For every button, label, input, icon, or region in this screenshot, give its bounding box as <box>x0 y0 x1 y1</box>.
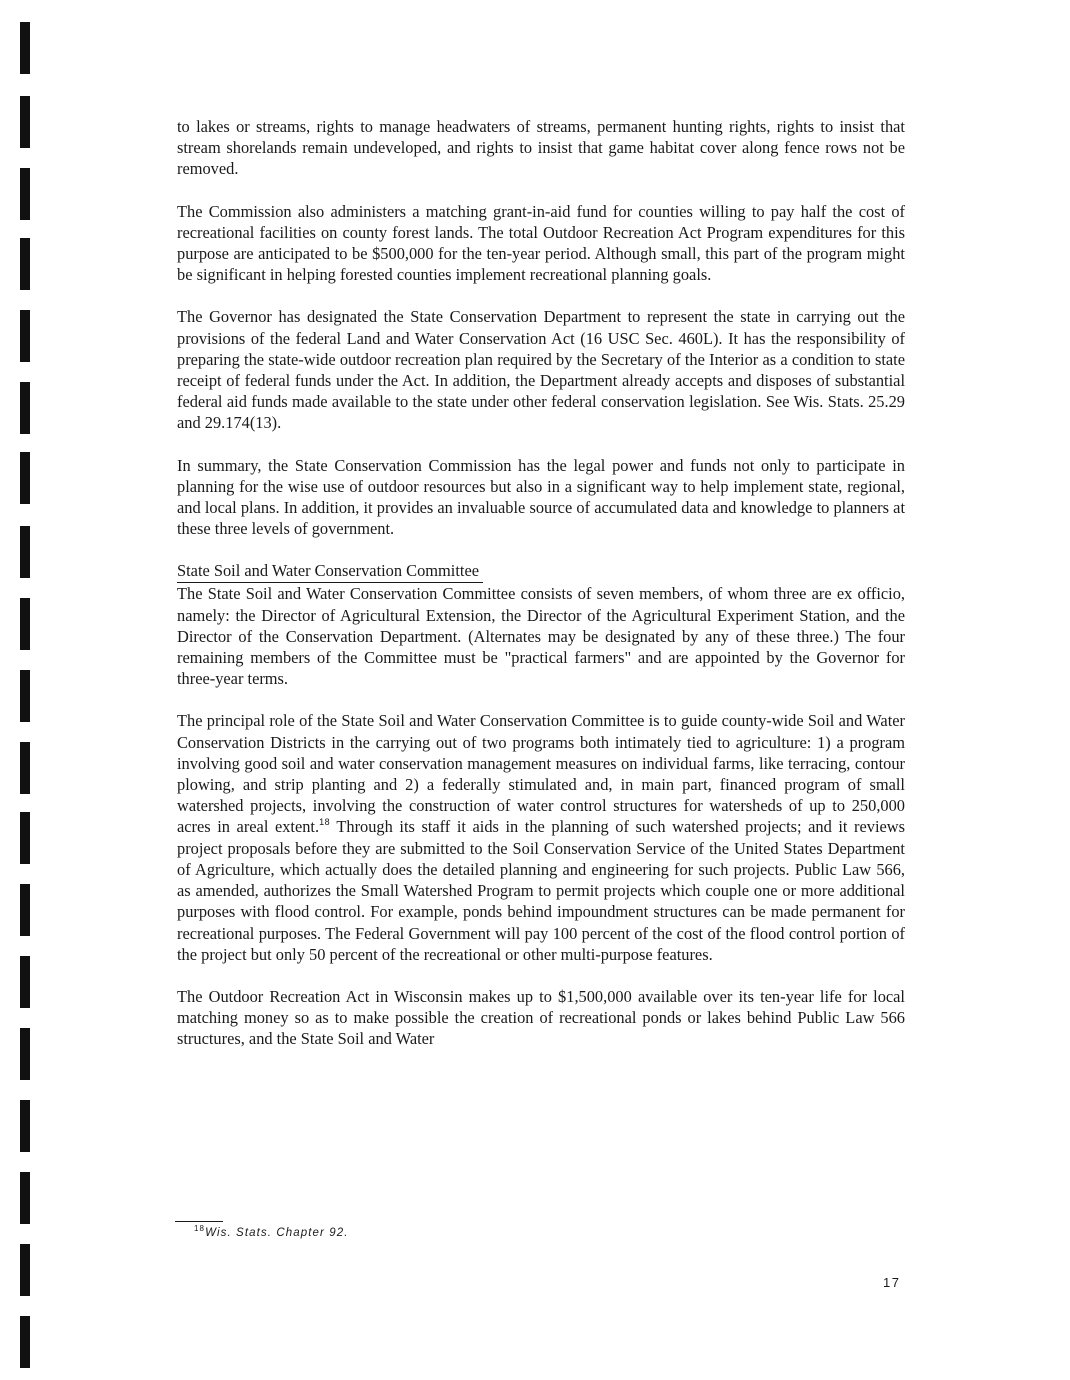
binding-mark <box>20 168 30 220</box>
binding-mark <box>20 956 30 1008</box>
binding-mark <box>20 1028 30 1080</box>
binding-mark <box>20 670 30 722</box>
body-paragraph: The Outdoor Recreation Act in Wisconsin makes up to $1,500,000 available over its ten-year life for local matching money so as to make possible the creation of recreational ponds or lakes behind Public Law 566 structures, and the State Soil and Water <box>177 986 905 1049</box>
footnote-text: Wis. Stats. Chapter 92. <box>205 1227 349 1239</box>
body-paragraph: The State Soil and Water Conservation Committee consists of seven members, of whom three are ex officio, namely: the Director of Agricultural Extension, the Director of the Agricultural Experiment Station, and the Director of the Conservation Department. (Alternates may be designated by any of these three.) The four remaining members of the Committee must be "practical farmers" and are appointed by the Governor for three-year terms. <box>177 584 905 689</box>
binding-mark <box>20 1172 30 1224</box>
binding-mark <box>20 310 30 362</box>
binding-mark <box>20 22 30 74</box>
body-paragraph <box>177 710 905 964</box>
binding-mark <box>20 238 30 290</box>
body-paragraph: to lakes or streams, rights to manage headwaters of streams, permanent hunting rights, rights to insist that stream shorelands remain undeveloped, and rights to insist that game habitat cover along fence rows not be removed. <box>177 117 905 179</box>
binding-mark <box>20 526 30 578</box>
footnote-reference: 18 <box>319 817 331 828</box>
body-paragraph: The Governor has designated the State Conservation Department to represent the state in carrying out the provisions of the federal Land and Water Conservation Act (16 USC Sec. 460L). It has the responsibility of preparing the state-wide outdoor recreation plan required by the Secretary of the Interior as a condition to state receipt of federal funds under the Act. In addition, the Department already accepts and disposes of substantial federal aid funds made available to the state under other federal conservation legislation. See Wis. Stats. 25.29 and 29.174(13). <box>177 307 905 433</box>
binding-mark <box>20 96 30 148</box>
binding-mark <box>20 742 30 794</box>
body-paragraph: In summary, the State Conservation Commission has the legal power and funds not only to participate in planning for the wise use of outdoor resources but also in a significant way to help implement state, regional, and local plans. In addition, it provides an invaluable source of accumulated data and knowledge to planners at these three levels of government. <box>177 455 905 539</box>
binding-mark <box>20 1316 30 1368</box>
page-number: 17 <box>883 1275 901 1290</box>
page-body <box>177 116 905 1050</box>
footnote-rule <box>175 1221 223 1222</box>
binding-mark <box>20 1244 30 1296</box>
footnote <box>194 1225 349 1241</box>
paragraph-text: The principal role of the State Soil and Water Conservation Committee is to guide county-wide Soil and Water Conservation Districts in the carrying out of two programs both intimately tied to agriculture: 1) a program involving good soil and water conservation management measures on individual farms, like terracing, contour plowing, and strip planting and 2) a federally stimulated and, in main part, financed program of small watershed projects, involving the construction of water control structures for watersheds of up to 250,000 acres in areal extent. <box>177 711 905 837</box>
binding-mark <box>20 598 30 650</box>
section-heading: State Soil and Water Conservation Committee <box>177 560 483 583</box>
binding-mark <box>20 812 30 864</box>
body-paragraph: The Commission also administers a matching grant-in-aid fund for counties willing to pay half the cost of recreational facilities on county forest lands. The total Outdoor Recreation Act Program expenditures for this purpose are anticipated to be $500,000 for the ten-year period. Although small, this part of the program might be significant in helping forested counties implement recreational planning goals. <box>177 201 905 285</box>
binding-mark <box>20 452 30 504</box>
binding-mark <box>20 884 30 936</box>
binding-mark <box>20 382 30 434</box>
footnote-number: 18 <box>194 1224 206 1233</box>
binding-margin <box>0 0 40 1380</box>
binding-mark <box>20 1100 30 1152</box>
paragraph-text: Through its staff it aids in the planning of such watershed projects; and it reviews project proposals before they are submitted to the Soil Conservation Service of the United States Department of Agriculture, which actually does the detailed planning and engineering for such projects. Public Law 566, as amended, authorizes the Small Watershed Program to permit projects which couple one or more additional purposes with flood control. For example, ponds behind impoundment structures can be made permanent for recreational purposes. The Federal Government will pay 100 percent of the cost of the flood control portion of the project but only 50 percent of the recreational or other multi-purpose features. <box>177 817 905 964</box>
